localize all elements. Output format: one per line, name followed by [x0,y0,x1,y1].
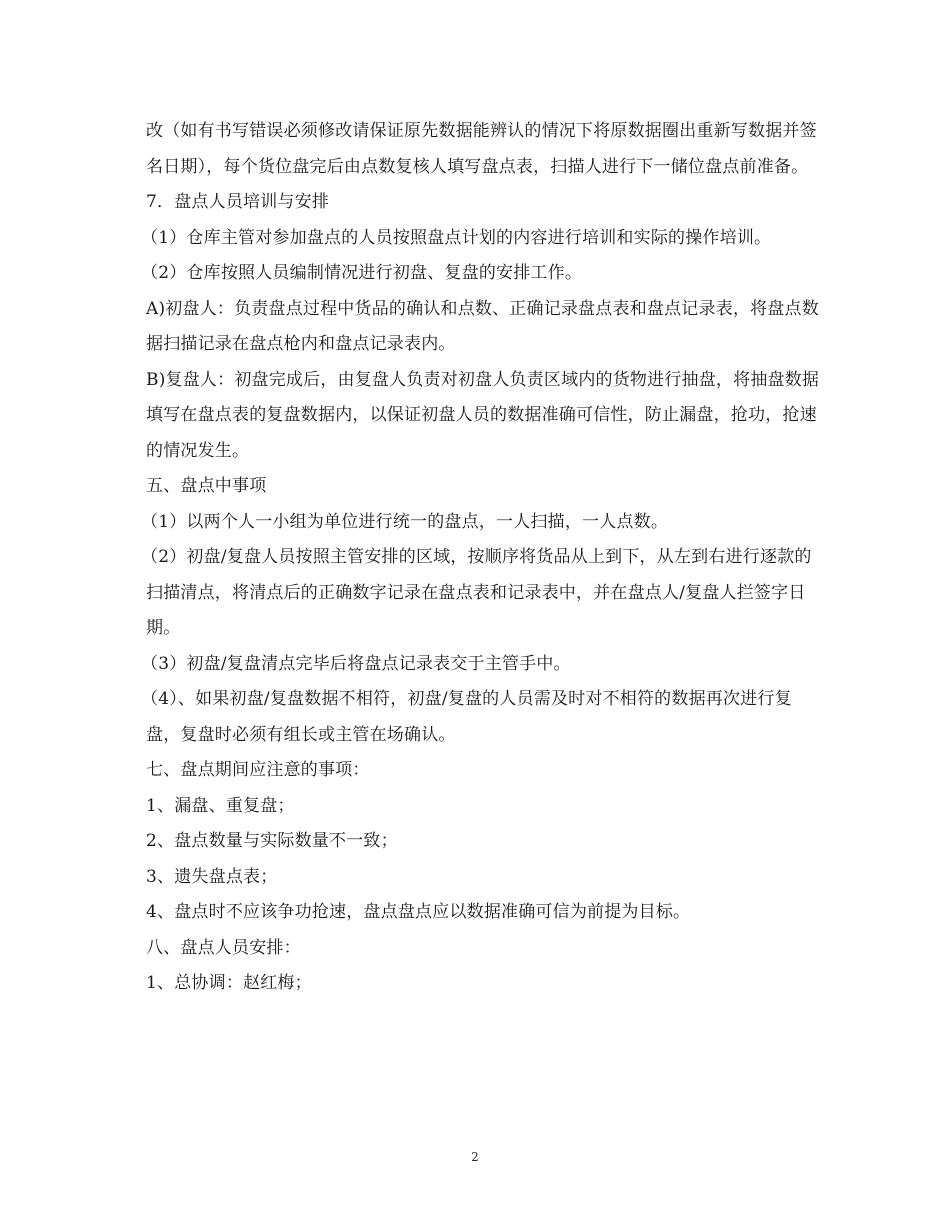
list-item-staffing-1: 1、总协调：赵红梅； [146,973,312,993]
list-item-notes-3: 3、遗失盘点表； [146,866,278,887]
heading-notes: 七、盘点期间应注意的事项： [146,760,370,780]
heading-training: 7．盘点人员培训与安排 [146,192,330,212]
list-item-notes-2: 2、盘点数量与实际数量不一致； [146,831,398,851]
page-number: 2 [471,1150,479,1164]
list-item-notes-1: 1、漏盘、重复盘； [146,795,295,816]
paragraph-during-4: （4）、如果初盘/复盘数据不相符，初盘/复盘的人员需及时对不相符的数据再次进行复盘，复盘时必须有组长或主管在场确认。 [141,689,792,745]
paragraph-continuation: 改（如有书写错误必须修改请保证原先数据能辨认的情况下将原数据圈出重新写数据并签名日期），每个货位盘完后由点数复核人填写盘点表，扫描人进行下一储位盘点前准备。 [146,121,817,177]
paragraph-training-1: （1）仓库主管对参加盘点的人员按照盘点计划的内容进行培训和实际的操作培训。 [141,227,772,248]
heading-staffing: 八、盘点人员安排： [146,937,301,958]
paragraph-during-2: （2）初盘/复盘人员按照主管安排的区域，按顺序将货品从上到下，从左到右进行逐款的扫描清点，将清点后的正确数字记录在盘点表和记录表中，并在盘点人/复盘人拦签字日期。 [141,547,812,638]
paragraph-training-2: （2）仓库按照人员编制情况进行初盘、复盘的安排工作。 [141,263,583,283]
paragraph-initial-counter: A)初盘人：负责盘点过程中货品的确认和点数、正确记录盘点表和盘点记录表，将盘点数据扫描记录在盘点枪内和盘点记录表内。 [146,298,819,354]
paragraph-during-1: （1）以两个人一小组为单位进行统一的盘点，一人扫描，一人点数。 [141,511,669,532]
paragraph-recounter: B)复盘人：初盘完成后，由复盘人负责对初盘人负责区域内的货物进行抽盘，将抽盘数据填写在盘点表的复盘数据内，以保证初盘人员的数据准确可信性，防止漏盘，抢功，抢速的情况发生。 [146,369,820,461]
paragraph-during-3: （3）初盘/复盘清点完毕后将盘点记录表交于主管手中。 [141,653,571,674]
heading-during-count: 五、盘点中事项 [146,476,267,496]
body-text [141,114,826,1002]
list-item-notes-4: 4、盘点时不应该争功抢速，盘点盘点应以数据准确可信为前提为目标。 [146,902,691,922]
